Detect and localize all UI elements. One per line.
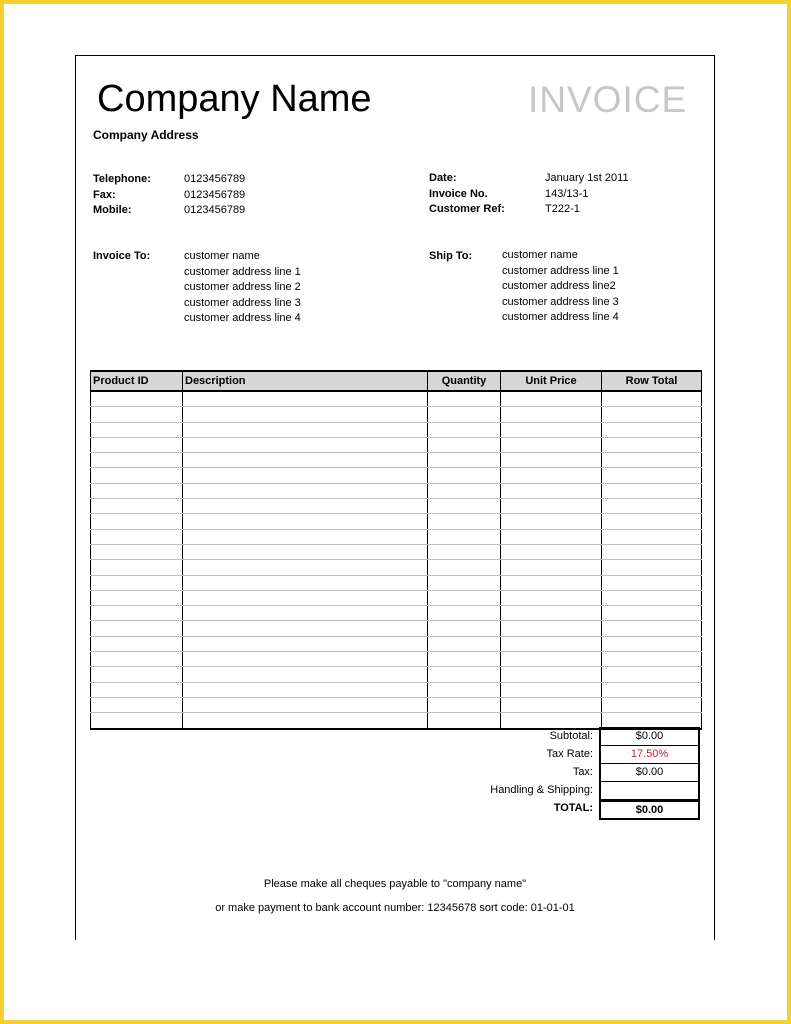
company-name: Company Name bbox=[97, 78, 372, 120]
table-cell[interactable] bbox=[501, 636, 602, 651]
column-header-product-id: Product ID bbox=[91, 371, 183, 391]
table-row bbox=[91, 453, 702, 468]
table-cell[interactable] bbox=[501, 407, 602, 422]
table-cell[interactable] bbox=[428, 407, 501, 422]
table-cell[interactable] bbox=[428, 391, 501, 407]
ship-to-line: customer address line2 bbox=[502, 280, 616, 292]
table-cell[interactable] bbox=[428, 499, 501, 514]
table-cell[interactable] bbox=[602, 422, 702, 437]
table-cell[interactable] bbox=[183, 499, 428, 514]
table-row bbox=[91, 514, 702, 529]
table-cell[interactable] bbox=[428, 575, 501, 590]
table-cell[interactable] bbox=[91, 514, 183, 529]
meta-label: Invoice No. bbox=[429, 187, 488, 200]
contact-value: 0123456789 bbox=[184, 204, 246, 216]
ship-to-line: customer address line 1 bbox=[502, 264, 619, 277]
table-cell[interactable] bbox=[183, 697, 428, 712]
table-cell[interactable] bbox=[602, 514, 702, 529]
subtotal-value[interactable]: $0.00 bbox=[599, 727, 700, 746]
contact-label: Fax: bbox=[93, 188, 116, 201]
column-header-description: Description bbox=[183, 371, 428, 391]
contact-telephone bbox=[93, 172, 245, 188]
table-cell[interactable] bbox=[183, 682, 428, 697]
table-cell[interactable] bbox=[91, 483, 183, 498]
invoice-to-line: customer address line 1 bbox=[184, 265, 301, 278]
table-row bbox=[91, 682, 702, 697]
contact-mobile bbox=[93, 203, 245, 219]
table-cell[interactable] bbox=[602, 560, 702, 575]
table-cell[interactable] bbox=[428, 606, 501, 621]
table-cell[interactable] bbox=[602, 529, 702, 544]
tax-value[interactable]: $0.00 bbox=[599, 764, 700, 782]
table-row bbox=[91, 621, 702, 636]
table-cell[interactable] bbox=[183, 652, 428, 667]
shipping-value[interactable] bbox=[599, 782, 700, 800]
table-cell[interactable] bbox=[183, 575, 428, 590]
table-cell[interactable] bbox=[501, 422, 602, 437]
column-header-row-total: Row Total bbox=[602, 371, 702, 391]
table-cell[interactable] bbox=[91, 697, 183, 712]
table-cell[interactable] bbox=[183, 391, 428, 407]
table-cell[interactable] bbox=[183, 514, 428, 529]
invoice-to-line: customer name bbox=[184, 250, 260, 262]
table-cell[interactable] bbox=[602, 391, 702, 407]
shipping-label: Handling & Shipping: bbox=[490, 784, 593, 796]
column-header-quantity: Quantity bbox=[428, 371, 501, 391]
total-label: TOTAL: bbox=[553, 802, 593, 814]
contact-label: Telephone: bbox=[93, 173, 151, 185]
table-cell[interactable] bbox=[91, 636, 183, 651]
table-cell[interactable] bbox=[501, 606, 602, 621]
table-row bbox=[91, 468, 702, 483]
table-cell[interactable] bbox=[428, 544, 501, 559]
total-value[interactable]: $0.00 bbox=[599, 800, 700, 820]
table-row bbox=[91, 544, 702, 559]
totals-labels bbox=[440, 727, 593, 817]
table-cell[interactable] bbox=[428, 652, 501, 667]
table-cell[interactable] bbox=[91, 713, 183, 729]
table-cell[interactable] bbox=[602, 468, 702, 483]
table-cell[interactable] bbox=[91, 422, 183, 437]
subtotal-label: Subtotal: bbox=[549, 730, 593, 742]
table-cell[interactable] bbox=[183, 437, 428, 452]
table-row bbox=[91, 697, 702, 712]
contact-value: 0123456789 bbox=[184, 173, 246, 185]
table-cell[interactable] bbox=[183, 468, 428, 483]
totals-values bbox=[599, 727, 700, 820]
column-header-unit-price: Unit Price bbox=[501, 371, 602, 391]
table-cell[interactable] bbox=[602, 499, 702, 514]
table-cell[interactable] bbox=[602, 483, 702, 498]
table-cell[interactable] bbox=[602, 621, 702, 636]
table-row bbox=[91, 560, 702, 575]
ship-to-line: customer address line 4 bbox=[502, 311, 619, 323]
company-address: Company Address bbox=[93, 128, 199, 142]
table-cell[interactable] bbox=[501, 391, 602, 407]
table-cell[interactable] bbox=[183, 453, 428, 468]
table-row bbox=[91, 590, 702, 605]
table-row bbox=[91, 529, 702, 544]
table-cell[interactable] bbox=[501, 437, 602, 452]
table-cell[interactable] bbox=[501, 621, 602, 636]
table-cell[interactable] bbox=[602, 682, 702, 697]
table-body bbox=[91, 391, 702, 729]
table-row bbox=[91, 407, 702, 422]
table-cell[interactable] bbox=[602, 407, 702, 422]
table-cell[interactable] bbox=[428, 636, 501, 651]
table-cell[interactable] bbox=[428, 453, 501, 468]
meta-value: T222-1 bbox=[545, 203, 580, 215]
table-row bbox=[91, 499, 702, 514]
table-cell[interactable] bbox=[602, 544, 702, 559]
invoice-to-line: customer address line 2 bbox=[184, 281, 301, 293]
table-cell[interactable] bbox=[91, 529, 183, 544]
table-cell[interactable] bbox=[428, 682, 501, 697]
table-row bbox=[91, 606, 702, 621]
contact-value: 0123456789 bbox=[184, 188, 246, 201]
table-cell[interactable] bbox=[501, 560, 602, 575]
table-cell[interactable] bbox=[501, 575, 602, 590]
table-cell[interactable] bbox=[183, 667, 428, 682]
table-cell[interactable] bbox=[501, 590, 602, 605]
table-cell[interactable] bbox=[602, 590, 702, 605]
table-cell[interactable] bbox=[602, 636, 702, 651]
table-cell[interactable] bbox=[602, 667, 702, 682]
invoice-to-line: customer address line 3 bbox=[184, 296, 301, 309]
table-cell[interactable] bbox=[501, 667, 602, 682]
table-cell[interactable] bbox=[183, 407, 428, 422]
table-cell[interactable] bbox=[91, 437, 183, 452]
table-cell[interactable] bbox=[602, 575, 702, 590]
table-cell[interactable] bbox=[501, 529, 602, 544]
table-cell[interactable] bbox=[91, 499, 183, 514]
invoice-meta-block bbox=[429, 171, 629, 218]
table-cell[interactable] bbox=[183, 544, 428, 559]
ship-to-line: customer name bbox=[502, 249, 578, 261]
table-cell[interactable] bbox=[428, 621, 501, 636]
table-cell[interactable] bbox=[183, 621, 428, 636]
contact-label: Mobile: bbox=[93, 204, 132, 216]
table-cell[interactable] bbox=[501, 697, 602, 712]
table-cell[interactable] bbox=[428, 590, 501, 605]
table-cell[interactable] bbox=[91, 391, 183, 407]
table-row bbox=[91, 652, 702, 667]
table-row bbox=[91, 437, 702, 452]
meta-invoice-no bbox=[429, 187, 629, 203]
table-cell[interactable] bbox=[602, 652, 702, 667]
table-cell[interactable] bbox=[501, 652, 602, 667]
table-cell[interactable] bbox=[428, 437, 501, 452]
meta-label: Date: bbox=[429, 172, 457, 184]
table-cell[interactable] bbox=[183, 483, 428, 498]
table-cell[interactable] bbox=[183, 529, 428, 544]
table-row bbox=[91, 422, 702, 437]
table-cell[interactable] bbox=[501, 483, 602, 498]
contact-block bbox=[93, 172, 245, 219]
tax-label: Tax: bbox=[572, 766, 593, 778]
table-cell[interactable] bbox=[91, 575, 183, 590]
table-cell[interactable] bbox=[183, 560, 428, 575]
meta-value: 143/13-1 bbox=[545, 187, 589, 200]
table-cell[interactable] bbox=[428, 422, 501, 437]
table-cell[interactable] bbox=[501, 453, 602, 468]
table-cell[interactable] bbox=[91, 606, 183, 621]
table-header-row bbox=[91, 371, 702, 391]
table-row bbox=[91, 483, 702, 498]
table-cell[interactable] bbox=[428, 667, 501, 682]
table-cell[interactable] bbox=[602, 697, 702, 712]
table-cell[interactable] bbox=[602, 606, 702, 621]
table-cell[interactable] bbox=[91, 667, 183, 682]
table-cell[interactable] bbox=[91, 621, 183, 636]
table-cell[interactable] bbox=[428, 483, 501, 498]
table-cell[interactable] bbox=[183, 713, 428, 729]
invoice-to-label: Invoice To: bbox=[93, 250, 151, 262]
table-cell[interactable] bbox=[602, 437, 702, 452]
table-cell[interactable] bbox=[183, 590, 428, 605]
table-cell[interactable] bbox=[91, 544, 183, 559]
table-cell[interactable] bbox=[501, 544, 602, 559]
meta-customer-ref bbox=[429, 202, 629, 218]
meta-date bbox=[429, 171, 629, 187]
table-cell[interactable] bbox=[91, 652, 183, 667]
invoice-to-line: customer address line 4 bbox=[184, 312, 301, 324]
table-cell[interactable] bbox=[428, 514, 501, 529]
payment-note-line-1: Please make all cheques payable to "company name" bbox=[263, 878, 527, 890]
tax-rate-label: Tax Rate: bbox=[546, 748, 593, 760]
tax-rate-value[interactable]: 17.50% bbox=[599, 746, 700, 764]
table-cell[interactable] bbox=[183, 636, 428, 651]
table-row bbox=[91, 391, 702, 407]
table-cell[interactable] bbox=[91, 682, 183, 697]
table-cell[interactable] bbox=[183, 422, 428, 437]
table-cell[interactable] bbox=[91, 590, 183, 605]
table-row bbox=[91, 636, 702, 651]
table-cell[interactable] bbox=[501, 499, 602, 514]
table-row bbox=[91, 575, 702, 590]
table-cell[interactable] bbox=[428, 697, 501, 712]
table-cell[interactable] bbox=[501, 682, 602, 697]
table-cell[interactable] bbox=[91, 453, 183, 468]
contact-fax bbox=[93, 188, 245, 204]
table-cell[interactable] bbox=[183, 606, 428, 621]
table-cell[interactable] bbox=[428, 529, 501, 544]
table-cell[interactable] bbox=[501, 514, 602, 529]
ship-to-label: Ship To: bbox=[429, 250, 473, 262]
table-cell[interactable] bbox=[428, 468, 501, 483]
table-cell[interactable] bbox=[602, 453, 702, 468]
table-cell[interactable] bbox=[91, 468, 183, 483]
invoice-title: INVOICE bbox=[528, 79, 688, 120]
table-cell[interactable] bbox=[501, 468, 602, 483]
meta-label: Customer Ref: bbox=[429, 203, 505, 215]
table-cell[interactable] bbox=[91, 407, 183, 422]
table-cell[interactable] bbox=[428, 560, 501, 575]
line-items-table bbox=[90, 370, 702, 730]
payment-note-line-2: or make payment to bank account number: 12345678 sort code: 01-01-01 bbox=[215, 902, 575, 914]
table-cell[interactable] bbox=[91, 560, 183, 575]
ship-to-line: customer address line 3 bbox=[502, 295, 619, 308]
meta-value: January 1st 2011 bbox=[545, 172, 629, 184]
table-row bbox=[91, 667, 702, 682]
